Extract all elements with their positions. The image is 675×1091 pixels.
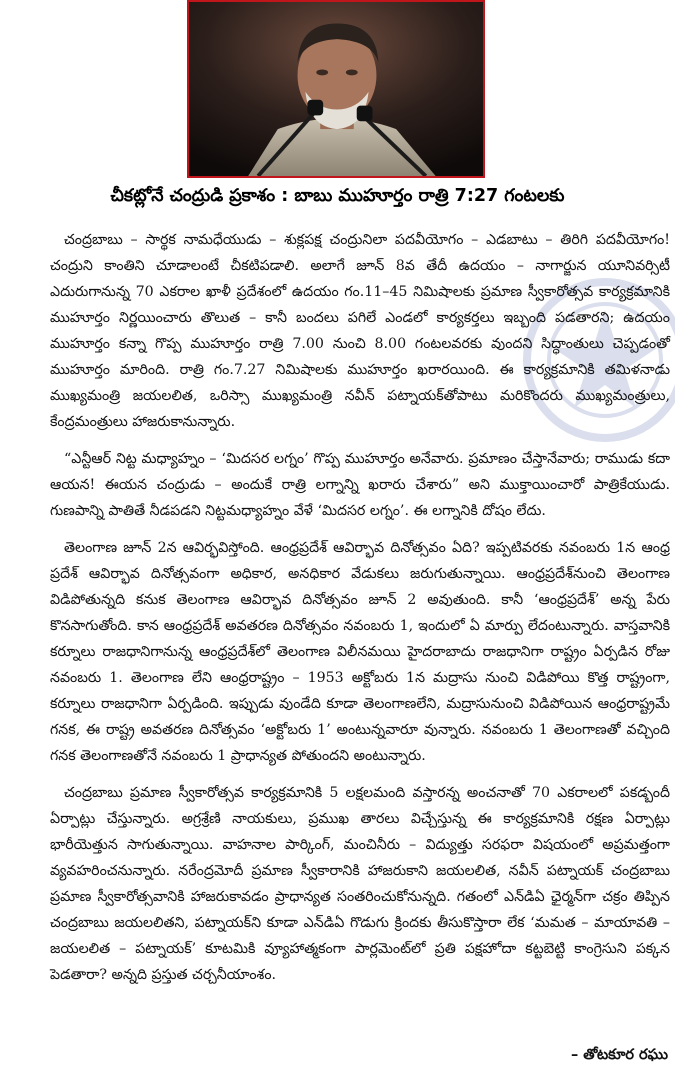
speaker-photo-icon — [189, 2, 483, 176]
paragraph: తెలంగాణ జూన్ 2న ఆవిర్భవిస్తోంది. ఆంధ్రప్రదేశ్ ఆవిర్భావ దినోత్సవం ఏది? ఇప్పటివరకు నవంబరు 1న ఆంధ్ర ప్రదేశ్ ఆవిర్భావ దినోత్సవంగా అధికార, అనధికార వేడుకలు జరుగుతున్నాయి. ఆంధ్రప్రదేశ్‌నుంచి తెలంగాణ విడిపోతున్నది కనుక తెలంగాణ ఆవిర్భావ దినోత్సవం జూన్ 2 అవుతుంది. కానీ ‘ఆంధ్రప్రదేశ్’ అన్న పేరు కొనసాగుతోంది. కాన ఆంధ్రప్రదేశ్ అవతరణ దినోత్సవం నవంబరు 1, ఇందులో ఏ మార్పు లేదంటున్నారు. వాస్తవానికి కర్నూలు రాజధానిగానున్న ఆంధ్రప్రదేశ్‌లో తెలంగాణ విలీనమయి హైదరాబాదు రాజధానిగా రాష్ట్రం ఏర్పడిన రోజు నవంబరు 1. తెలంగాణ లేని ఆంధ్రరాష్ట్రం – 1953 అక్టోబరు 1న మద్రాసు నుంచి విడిపోయి కొత్త రాష్ట్రంగా, కర్నూలు రాజధానిగా ఏర్పడింది. ఇప్పుడు వుండేది కూడా తెలంగాణలేని, మద్రాసునుంచి విడిపోయిన ఆంధ్రరాష్ట్రమే గనక, ఈ రాష్ట్ర అవతరణ దినోత్సవం ‘అక్టోబరు 1’ అంటున్నవారూ వున్నారు. నవంబరు 1 తెలంగాణతో వచ్చింది గనక తెలంగాణతోనే నవంబరు 1 ప్రాధాన్యత పోతుందని అంటున్నారు. — [50, 540, 670, 764]
article-photo — [187, 0, 485, 178]
paragraph: “ఎన్టీఆర్ నిట్ట మధ్యాహ్నం – ‘మిదసర లగ్నం’ గొప్ప ముహూర్తం అనేవారు. ప్రమాణం చేస్తానేవారు; రాముడు కదా ఆయన! ఈయన చంద్రుడు – అందుకే రాత్రి లగ్నాన్ని ఖరారు చేశారు” అని ముక్తాయించారో పాత్రికేయుడు. గుణపాన్ని పాతితే నీడపడని నిట్టమధ్యాహ్నం వేళే ‘మిదసర లగ్నం’. ఈ లగ్నానికి దోషం లేదు. — [50, 451, 670, 519]
paragraph: చంద్రబాబు – సార్థక నామధేయుడు – శుక్లపక్ష చంద్రునిలా పదవీయోగం – ఎడబాటు – తిరిగి పదవీయోగం! చంద్రుని కాంతిని చూడాలంటే చీకటిపడాలి. అలాగే జూన్ 8వ తేదీ ఉదయం – నాగార్జున యూనివర్సిటీ ఎదురుగానున్న 70 ఎకరాల ఖాళీ ప్రదేశంలో ఉదయం గం.11–45 నిమిషాలకు ప్రమాణ స్వీకారోత్సవ కార్యక్రమానికి ముహూర్తం నిర్ణయించారు తొలుత – కానీ బందలు పగిలే ఎండలో కార్యకర్తలు ఇబ్బంది పడతారని; ఉదయం ముహూర్తం కన్నా గొప్ప ముహూర్తం రాత్రి 7.00 నుంచి 8.00 గంటలవరకు వుందని సిద్ధాంతులు చెప్పడంతో ముహూర్తం మారింది. రాత్రి గం.7.27 నిమిషాలకు ముహూర్తం ఖరారయింది. ఈ కార్యక్రమానికి తమిళనాడు ముఖ్యమంత్రి జయలలిత, ఒరిస్సా ముఖ్యమంత్రి నవీన్ పట్నాయక్‌తోపాటు మరికొందరు ముఖ్యమంత్రులు, కేంద్రమంత్రులు హాజరుకానున్నారు. — [50, 232, 670, 430]
paragraph: చంద్రబాబు ప్రమాణ స్వీకారోత్సవ కార్యక్రమానికి 5 లక్షలమంది వస్తారన్న అంచనాతో 70 ఎకరాలలో పకడ్బందీ ఏర్పాట్లు చేస్తున్నారు. అగ్రశ్రేణి నాయకులు, ప్రముఖ తారలు విచ్చేస్తున్న ఈ కార్యక్రమానికి రక్షణ ఏర్పాట్లు భారీయెత్తున సాగుతున్నాయి. వాహనాల పార్కింగ్, మంచినీరు – విద్యుత్తు సరఫరా విషయంలో అప్రమత్తంగా వ్యవహరించనున్నారు. నరేంద్రమోదీ ప్రమాణ స్వీకారానికి హాజరుకాని జయలలిత, నవీన్ పట్నాయక్ చంద్రబాబు ప్రమాణ స్వీకారోత్సవానికి హాజరుకావడం ప్రాధాన్యత సంతరించుకోనున్నది. గతంలో ఎన్‌డిఏ ఛైర్మన్‌గా చక్రం తిప్పిన చంద్రబాబు జయలలితని, పట్నాయక్‌ని కూడా ఎన్‌డిఏ గొడుగు క్రిందకు తీసుకొస్తారా లేక ‘మమత – మాయావతి – జయలలిత – పట్నాయక్’ కూటమికి వ్యూహాత్మకంగా పార్లమెంట్‌లో ప్రతి పక్షహోదా కట్టబెట్టి కాంగ్రెసుని పక్కన పెడతారా? అన్నది ప్రస్తుత చర్చనీయాంశం. — [50, 785, 670, 983]
article-headline: చీకట్లోనే చంద్రుడి ప్రకాశం : బాబు ముహూర్తం రాత్రి 7:27 గంటలకు — [110, 186, 565, 206]
article-body — [50, 227, 670, 999]
author-byline: – తోటకూర రఘు — [570, 1047, 668, 1063]
